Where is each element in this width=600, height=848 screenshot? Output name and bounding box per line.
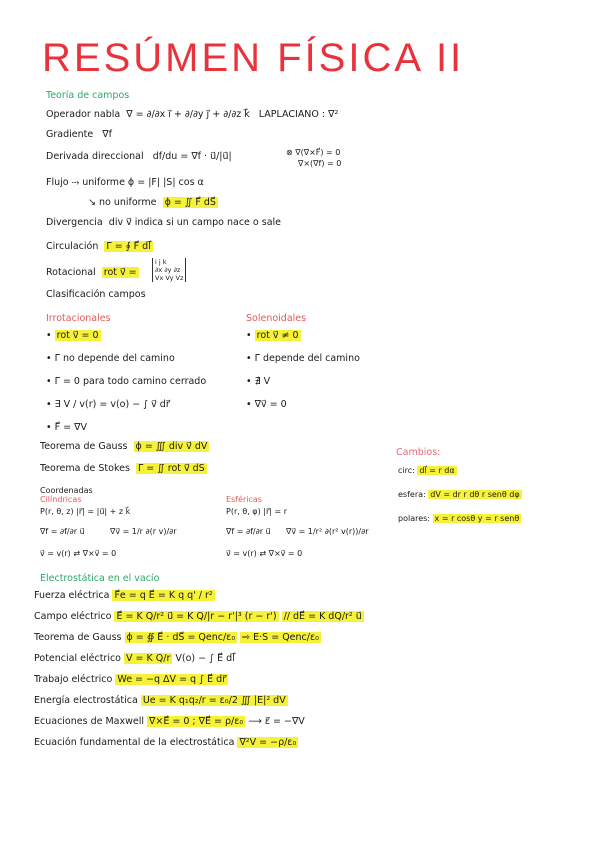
- list-item: • rot v⃗ = 0: [46, 330, 99, 341]
- stokes-row: [40, 462, 207, 476]
- cil-field-row: v⃗ = v(r) ⇄ ∇×v⃗ = 0: [40, 549, 117, 558]
- list-item: Potencial eléctrico V = K Q/r V(o) − ∫ E⃗ dl⃗: [34, 653, 235, 664]
- cilindricas-block: [40, 506, 177, 560]
- list-item: • Γ = 0 para todo camino cerrado: [46, 376, 207, 387]
- nabla-label: Operador nabla: [46, 109, 121, 120]
- cil-point: P(r, θ, z) |r⃗| = |u⃗| + z k⃗: [40, 507, 131, 516]
- flujo-uniforme: uniforme ϕ = |F| |S| cos α: [82, 177, 204, 188]
- nabla-expr: ∇ = ∂/∂x i⃗ + ∂/∂y j⃗ + ∂/∂z k⃗: [126, 109, 250, 120]
- electrostatica-heading: Electrostática en el vacío: [40, 573, 160, 584]
- gauss-row: [40, 440, 209, 454]
- esfera-row: esfera: dV = dr r dθ r senθ dφ: [398, 490, 520, 499]
- arrow-down-icon: ↘: [88, 197, 99, 208]
- gauss-label: Teorema de Gauss: [40, 441, 128, 452]
- esf-grad: ∇f = ∂f/∂r u⃗: [226, 527, 271, 536]
- stokes-label: Teorema de Stokes: [40, 463, 130, 474]
- electrostatica-list: [34, 590, 364, 758]
- list-item: Teorema de Gauss ϕ = ∯ E⃗ · dS⃗ = Qenc/ε₀ ⇨ E·S = Qenc/ε₀: [34, 632, 319, 643]
- esf-div: ∇v⃗ = 1/r² ∂(r² v(r))/∂r: [286, 527, 369, 536]
- det-row-2: ∂x ∂y ∂z: [155, 266, 181, 274]
- arrow-icon: ⤑: [71, 177, 83, 188]
- flujo-label: Flujo: [46, 177, 69, 188]
- laplaciano: LAPLACIANO : ∇²: [258, 109, 339, 120]
- circulacion-row: [46, 240, 153, 254]
- page-title: RESÚMEN FÍSICA II: [42, 36, 465, 80]
- gauss-expr: ϕ = ∭ div v⃗ dV: [135, 441, 208, 452]
- rotacional-expr: rot v⃗ =: [103, 267, 137, 278]
- flujo-no-uniforme-expr: ϕ = ∬ F⃗ dS⃗: [164, 197, 216, 208]
- irrotacionales-list: [46, 330, 206, 445]
- det-row-3: Vx Vy Vz: [155, 274, 184, 282]
- solenoidales-list: [246, 330, 360, 422]
- circulacion-label: Circulación: [46, 241, 99, 252]
- rotacional-determinant: [152, 258, 186, 282]
- list-item: Trabajo eléctrico We = −q ΔV = q ∫ E⃗ dr⃗: [34, 674, 227, 685]
- cil-div: ∇v⃗ = 1/r ∂(r v)/∂r: [110, 527, 177, 536]
- list-item: • ∄ V: [246, 376, 271, 387]
- polares-row: polares: x = r cosθ y = r senθ: [398, 514, 520, 523]
- list-item: Fuerza eléctrica F⃗e = q E⃗ = K q q' / r²: [34, 590, 213, 601]
- divergencia-row: [46, 216, 281, 230]
- solenoidales-heading: Solenoidales: [246, 313, 307, 324]
- list-item: Campo eléctrico E⃗ = K Q/r² u⃗ = K Q/|r − r'|³ (r − r') // dE⃗ = K dQ/r² u⃗: [34, 611, 362, 622]
- cilindricas-heading: Cilíndricas: [40, 495, 82, 504]
- derivada-expr: df/du = ∇f · u⃗/|u⃗|: [152, 151, 232, 162]
- cambios-heading: Cambios:: [396, 447, 441, 458]
- list-item: Ecuaciones de Maxwell ∇×E⃗ = 0 ; ∇E⃗ = ρ/ε₀ ⟶ ε⃗ = −∇V: [34, 716, 305, 727]
- esf-field-row: v⃗ = v(r) ⇄ ∇×v⃗ = 0: [226, 549, 303, 558]
- divergencia-label: Divergencia: [46, 217, 103, 228]
- circ-row: circ: dl⃗ = r dα: [398, 466, 455, 475]
- cil-grad: ∇f = ∂f/∂r u⃗: [40, 527, 85, 536]
- identity-2: ∇×(∇f) = 0: [298, 159, 342, 168]
- flujo-no-uniforme-row: [88, 196, 218, 210]
- flujo-row: [46, 176, 204, 190]
- rotacional-row: [46, 266, 139, 280]
- gradiente-label: Gradiente: [46, 129, 94, 140]
- derivada-row: [46, 150, 232, 164]
- gradiente-expr: ∇f: [102, 129, 112, 140]
- flujo-no-uniforme: no uniforme: [98, 197, 157, 208]
- coordenadas-heading: Coordenadas: [40, 486, 93, 495]
- list-item: Ecuación fundamental de la electrostática ∇²V = −ρ/ε₀: [34, 737, 297, 748]
- circulacion-expr: Γ = ∮ F⃗ dl⃗: [106, 241, 151, 252]
- derivada-label: Derivada direccional: [46, 151, 144, 162]
- det-row-1: i j k: [155, 258, 167, 266]
- esfericas-heading: Esféricas: [226, 495, 262, 504]
- rotacional-label: Rotacional: [46, 267, 96, 278]
- divergencia-expr: div v⃗ indica si un campo nace o sale: [108, 217, 281, 228]
- list-item: • ∇v⃗ = 0: [246, 399, 287, 410]
- list-item: • ∃ V / v(r) = v(o) − ∫ v⃗ dr⃗: [46, 399, 170, 410]
- esfericas-block: [226, 506, 369, 560]
- list-item: • rot v⃗ ≠ 0: [246, 330, 299, 341]
- irrotacionales-heading: Irrotacionales: [46, 313, 111, 324]
- clasificacion-label: Clasificación campos: [46, 289, 146, 300]
- teoria-heading: Teoría de campos: [46, 90, 130, 101]
- gradiente-row: [46, 128, 112, 142]
- nabla-row: [46, 108, 338, 122]
- identity-1: ⊗ ∇(∇×F⃗) = 0: [286, 148, 341, 157]
- stokes-expr: Γ = ∬ rot v⃗ dS: [137, 463, 205, 474]
- list-item: • F⃗ = ∇V: [46, 422, 87, 433]
- list-item: Energía electrostática Ue = K q₁q₂/r = ε₀/2 ∭ |E|² dV: [34, 695, 286, 706]
- list-item: • Γ depende del camino: [246, 353, 360, 364]
- esf-point: P(r, θ, φ) |r⃗| = r: [226, 507, 287, 516]
- list-item: • Γ no depende del camino: [46, 353, 175, 364]
